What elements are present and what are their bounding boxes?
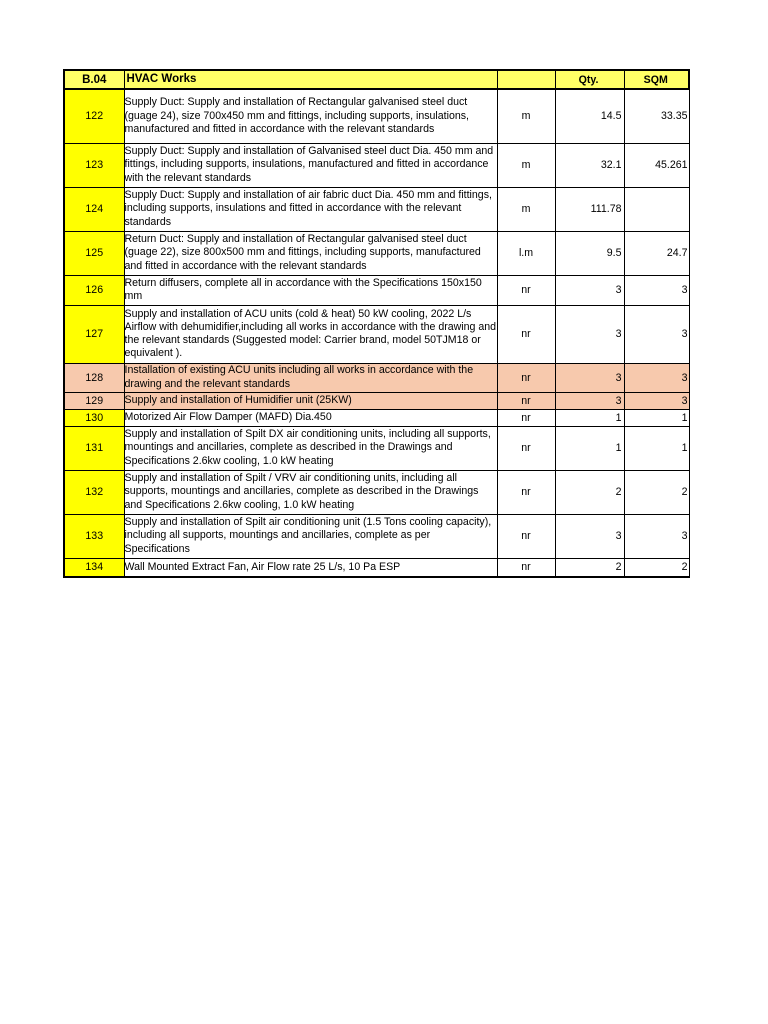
table-row (64, 409, 689, 426)
item-unit: nr (497, 558, 555, 577)
qty-header: Qty. (555, 70, 624, 89)
item-code: 134 (64, 558, 124, 577)
table-row (64, 143, 689, 187)
item-description: Installation of existing ACU units including all works in accordance with the drawing and the relevant standards (124, 363, 497, 392)
item-unit: nr (497, 305, 555, 363)
item-unit: nr (497, 514, 555, 558)
item-code: 125 (64, 231, 124, 275)
item-description: Supply and installation of Humidifier unit (25KW) (124, 392, 497, 409)
table-row-highlighted (64, 392, 689, 409)
table-row (64, 470, 689, 514)
item-code: 133 (64, 514, 124, 558)
item-unit: l.m (497, 231, 555, 275)
item-description: Return diffusers, complete all in accordance with the Specifications 150x150 mm (124, 275, 497, 305)
item-unit: nr (497, 363, 555, 392)
item-description: Supply Duct: Supply and installation of Galvanised steel duct Dia. 450 mm and fittings, including supports, insulations, manufactured and fitted in accordance with the relevant standards (124, 143, 497, 187)
item-qty: 3 (555, 275, 624, 305)
item-qty: 9.5 (555, 231, 624, 275)
table-row (64, 187, 689, 231)
item-qty: 14.5 (555, 89, 624, 143)
table-row (64, 558, 689, 577)
boq-table (63, 69, 690, 578)
item-sqm: 1 (624, 409, 689, 426)
item-qty: 2 (555, 470, 624, 514)
item-code: 129 (64, 392, 124, 409)
item-sqm: 45.261 (624, 143, 689, 187)
item-description: Supply Duct: Supply and installation of Rectangular galvanised steel duct (guage 24), size 700x450 mm and fittings, including supports, insulations, manufactured and fitted in accordance with the relevant standards (124, 89, 497, 143)
section-title: HVAC Works (124, 70, 497, 89)
item-description: Supply and installation of Spilt air conditioning unit (1.5 Tons cooling capacity), including all supports, mountings and ancillaries, complete as per Specifications (124, 514, 497, 558)
item-sqm: 3 (624, 514, 689, 558)
item-qty: 3 (555, 363, 624, 392)
item-description: Supply and installation of Spilt / VRV air conditioning units, including all supports, mountings and ancillaries, complete as described in the Drawings and Specifications 2.6kw cooling, 1.0 kW heating (124, 470, 497, 514)
item-qty: 1 (555, 409, 624, 426)
item-qty: 111.78 (555, 187, 624, 231)
item-sqm: 3 (624, 275, 689, 305)
item-sqm: 24.7 (624, 231, 689, 275)
header-row (64, 70, 689, 89)
unit-header (497, 70, 555, 89)
table-row-highlighted (64, 363, 689, 392)
item-sqm: 3 (624, 363, 689, 392)
item-sqm: 3 (624, 392, 689, 409)
item-sqm (624, 187, 689, 231)
item-code: 128 (64, 363, 124, 392)
sqm-header: SQM (624, 70, 689, 89)
item-unit: nr (497, 275, 555, 305)
item-qty: 3 (555, 392, 624, 409)
item-code: 127 (64, 305, 124, 363)
item-description: Supply and installation of ACU units (cold & heat) 50 kW cooling, 2022 L/s Airflow with dehumidifier,including all works in accordance with the drawing and the relevant standards (Suggested model: Carrier brand, model 50TJM18 or equivalent ). (124, 305, 497, 363)
item-sqm: 33.35 (624, 89, 689, 143)
item-unit: m (497, 143, 555, 187)
table-row (64, 231, 689, 275)
item-sqm: 2 (624, 470, 689, 514)
item-sqm: 1 (624, 426, 689, 470)
item-description: Return Duct: Supply and installation of Rectangular galvanised steel duct (guage 22), size 800x500 mm and fittings, including supports, manufactured and fitted in accordance with the relevant standards (124, 231, 497, 275)
table-row (64, 275, 689, 305)
item-unit: nr (497, 392, 555, 409)
table-row (64, 89, 689, 143)
item-code: 132 (64, 470, 124, 514)
item-unit: nr (497, 426, 555, 470)
item-qty: 1 (555, 426, 624, 470)
item-code: 131 (64, 426, 124, 470)
item-description: Supply and installation of Spilt DX air conditioning units, including all supports, mountings and ancillaries, complete as described in the Drawings and Specifications 2.6kw cooling, 1.0 kW heating (124, 426, 497, 470)
table-row (64, 514, 689, 558)
item-code: 130 (64, 409, 124, 426)
item-description: Wall Mounted Extract Fan, Air Flow rate 25 L/s, 10 Pa ESP (124, 558, 497, 577)
table-row (64, 305, 689, 363)
item-unit: m (497, 187, 555, 231)
section-code: B.04 (64, 70, 124, 89)
item-code: 124 (64, 187, 124, 231)
item-description: Motorized Air Flow Damper (MAFD) Dia.450 (124, 409, 497, 426)
item-unit: m (497, 89, 555, 143)
item-unit: nr (497, 470, 555, 514)
item-code: 122 (64, 89, 124, 143)
item-sqm: 3 (624, 305, 689, 363)
item-sqm: 2 (624, 558, 689, 577)
item-qty: 3 (555, 514, 624, 558)
item-qty: 2 (555, 558, 624, 577)
item-qty: 32.1 (555, 143, 624, 187)
item-unit: nr (497, 409, 555, 426)
table-row (64, 426, 689, 470)
item-qty: 3 (555, 305, 624, 363)
item-code: 126 (64, 275, 124, 305)
item-description: Supply Duct: Supply and installation of air fabric duct Dia. 450 mm and fittings, including supports, insulations and fitted in accordance with the relevant standards (124, 187, 497, 231)
item-code: 123 (64, 143, 124, 187)
